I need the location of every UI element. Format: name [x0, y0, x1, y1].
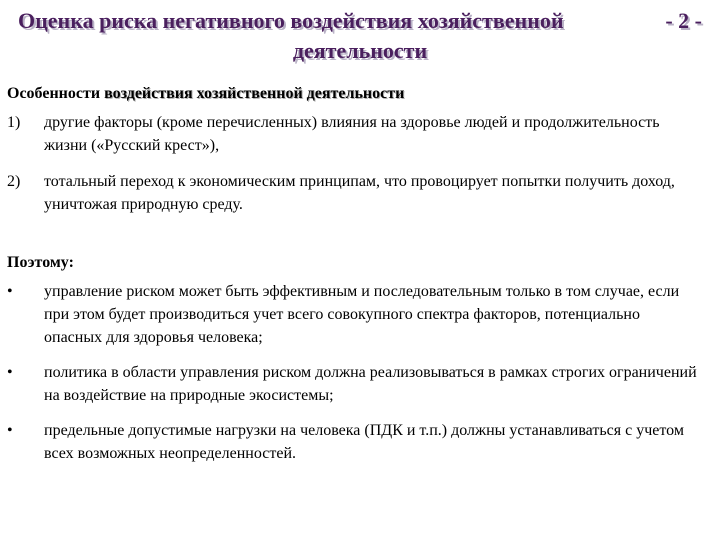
section-features-heading-plain: Особенности: [7, 85, 105, 102]
list-number: 1): [7, 114, 21, 131]
bullet-icon: •: [7, 364, 13, 381]
list-item: [7, 280, 697, 349]
conclusions-list: [7, 280, 697, 465]
list-item-text: управление риском может быть эффективным и последовательным только в том случае, если при этом будет производиться учет всего совокупного спектра факторов, потенциально опасных для здоровья человека;: [44, 283, 680, 346]
list-item: [7, 419, 697, 465]
list-item-text: политика в области управления риском должна реализовываться в рамках строгих ограничений на воздействие на природные экосистемы;: [44, 364, 697, 404]
list-item: [7, 170, 697, 216]
title-first-line: [10, 6, 710, 36]
spacer: [7, 229, 697, 251]
list-item: [7, 111, 697, 157]
slide-title: [10, 6, 710, 66]
list-number: 2): [7, 173, 21, 190]
list-item-text: тотальный переход к экономическим принципам, что провоцирует попытки получить доход, уничтожая природную среду.: [44, 173, 675, 213]
features-list: [7, 111, 697, 216]
title-text-line1: Оценка риска негативного воздействия хозяйственной: [18, 8, 564, 33]
list-item-text: другие факторы (кроме перечисленных) влияния на здоровье людей и продолжительность жизни («Русский крест»),: [44, 114, 660, 154]
bullet-icon: •: [7, 283, 13, 300]
page-number: - 2 -: [665, 8, 702, 33]
section-therefore-heading: Поэтому:: [7, 254, 74, 271]
slide-body: [7, 82, 697, 477]
bullet-icon: •: [7, 422, 13, 439]
title-text-line2: деятельности: [292, 38, 428, 63]
list-item: [7, 361, 697, 407]
section-features-heading: [7, 82, 697, 105]
section-features-heading-emphasis: воздействия хозяйственной деятельности: [104, 85, 405, 102]
list-item-text: предельные допустимые нагрузки на человека (ПДК и т.п.) должны устанавливаться с учетом всех возможных неопределенностей.: [44, 422, 684, 462]
